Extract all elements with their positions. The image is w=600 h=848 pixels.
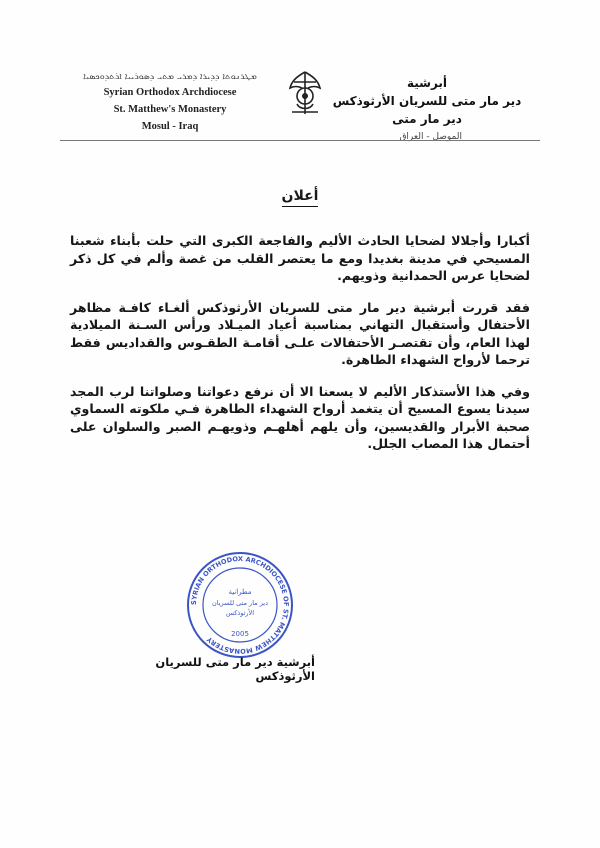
stamp-inner-line-2: دير مار متى للسريان (211, 599, 269, 607)
official-stamp (185, 550, 295, 660)
archdiocese-name-en: Syrian Orthodox Archdiocese (103, 87, 237, 98)
stamp-year: 2005 (231, 630, 249, 638)
header-arabic-block (332, 74, 522, 142)
announcement-body (70, 232, 530, 467)
monastery-name-en: St. Matthew's Monastery (113, 104, 227, 115)
monastery-emblem-icon (282, 68, 328, 118)
monastery-name-ar: دير مار متى (392, 112, 462, 126)
header-divider (60, 140, 540, 141)
syriac-header-line: ܡܛܪܢܘܬܐ ܕܕܝܪܐ ܕܡܪܝ ܡܬܝ ܕܣܘܪܝܝܐ ܐܪܬܕܘܟܣܝܐ (83, 72, 257, 82)
signature-line: أبرشية دير مار متى للسريان الأرثوذكس (155, 655, 315, 683)
stamp-inner-line-1: مطرانية (228, 588, 252, 596)
stamp-inner-line-3: الأرثوذكس (225, 609, 255, 617)
paragraph-1: أكبارا وأجلالا لضحايا الحادث الأليم والفاجعة الكبرى التي حلت بأبناء شعبنا المسيحي في مدينة بغديدا ومع ما يعتصر القلب من غصة وألم في كل ذكر لضحايا عرس الحمدانية وذويهم. (70, 233, 530, 283)
announcement-title-text: أعلان (282, 188, 319, 207)
paragraph-3: وفي هذا الأستذكار الأليم لا يسعنا الا أن نرفع دعواتنا وصلواتنا لرب المجد سيدنا يسوع المسيح أن يتغمد أرواح الشهداء الطاهرة فـي ملكوته السماوي صحبة الأبرار والقديسين، وأن يلهم أهلهـم وذويهـم الصبر والسلوان على أحتمال هذا المصاب الجلل. (70, 383, 530, 451)
stamp-outer-text: SYRIAN ORTHODOX ARCHDIOCESE OF ST. MATTHEW MONASTERY (189, 554, 291, 656)
location-ar: الموصل - العراق (399, 132, 462, 142)
archdiocese-name-ar: أبرشية (406, 76, 448, 90)
monastery-full-name-ar: دير مار متى للسريان الأرثوذكس (332, 94, 522, 108)
paragraph-2: فقد قررت أبرشية دير مار متى للسريان الأرثوذكس ألغـاء كافـة مظاهر الأحتفال وأستقبال التهاني بمناسبة أعياد الميـلاد ورأس السـنة الميلادية لهذا العام، وأن تقتصـر الأحتفالات علـى أقامـة الطقـوس والقداديس فقط ترحما لأرواح الشهداء الطاهرة. (70, 299, 530, 367)
location-en: Mosul - Iraq (141, 121, 199, 132)
announcement-title (270, 188, 330, 204)
header-english-block (70, 72, 270, 135)
